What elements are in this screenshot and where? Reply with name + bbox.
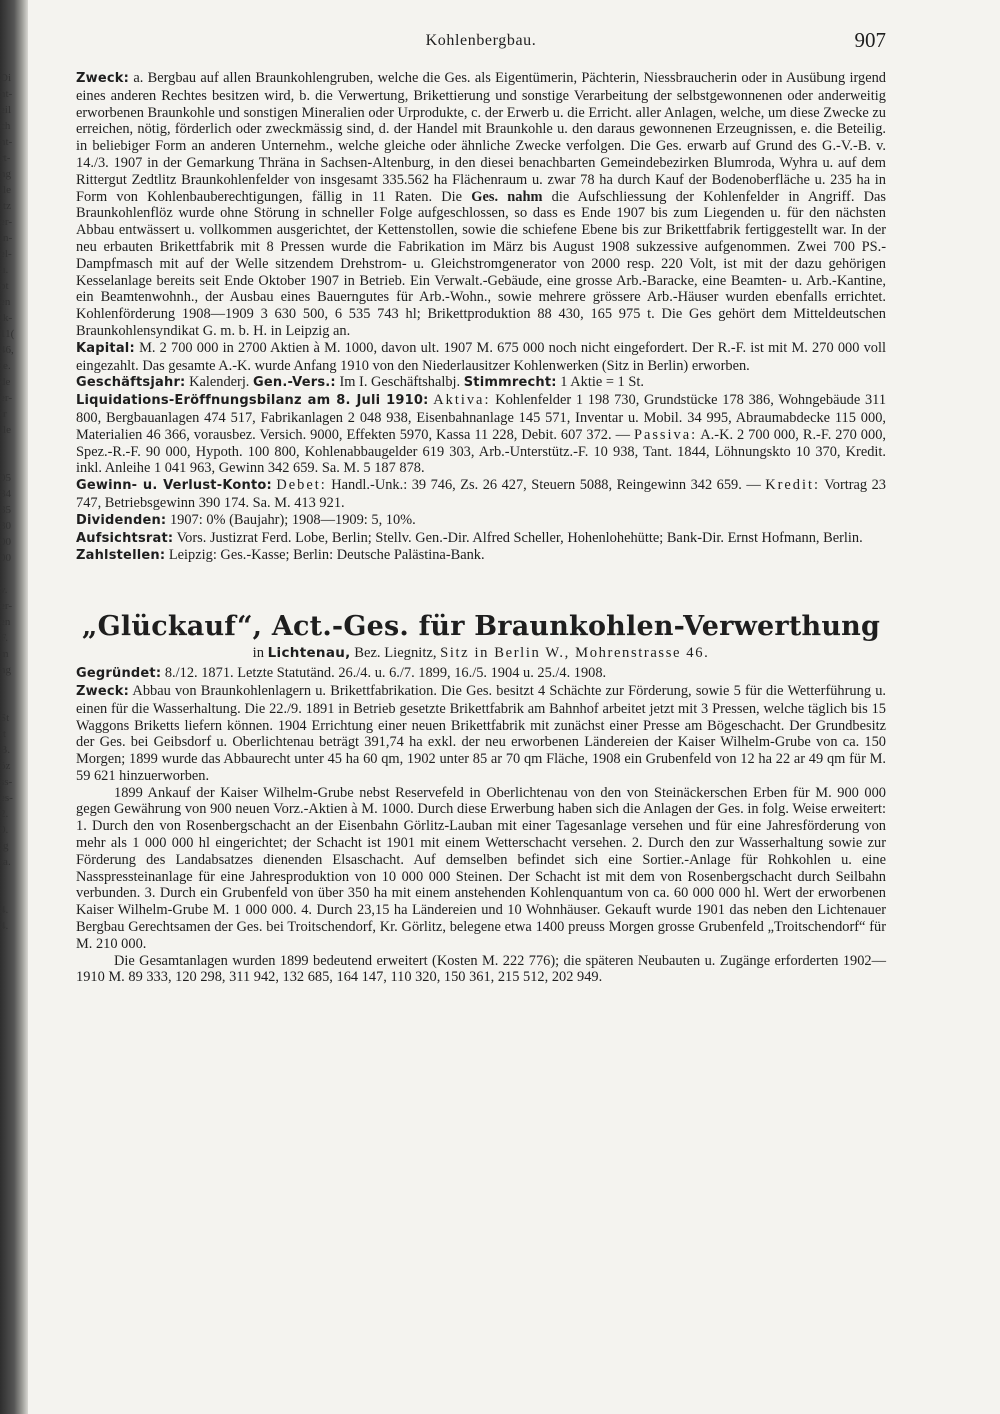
aufsichtsrat-text: Vors. Justizrat Ferd. Lobe, Berlin; Stellv. Gen.-Dir. Alfred Scheller, Hohenlohehütte; Bank-Dir. Ernst Hofmann, Berlin. — [176, 529, 863, 546]
margin-fragment: tr — [0, 408, 7, 420]
adjacent-page-margin — [0, 70, 15, 932]
zahlstellen-text: Leipzig: Ges.-Kasse; Berlin: Deutsche Palästina-Bank. — [168, 547, 485, 564]
margin-fragment: nt- — [0, 88, 13, 100]
margin-fragment: 00 — [0, 552, 11, 564]
sub-address: Sitz in Berlin W., Mohrenstrasse 46. — [440, 645, 710, 662]
sub-in: in — [252, 645, 264, 662]
margin-fragment: ng — [0, 168, 11, 180]
margin-fragment: ile — [0, 424, 11, 436]
margin-fragment: 4. — [0, 920, 9, 932]
zweck-paragraph — [76, 70, 886, 340]
margin-fragment: 2. — [0, 808, 9, 820]
stimmrecht-label: Stimmrecht: — [463, 375, 557, 391]
dividenden-text: 1907: 0% (Baujahr); 1908—1909: 5, 10%. — [169, 511, 416, 528]
margin-fragment: ss- — [0, 776, 13, 788]
margin-fragment: St — [0, 712, 10, 724]
gegruendet-text: 8./12. 1871. Letzte Statutänd. 26./4. u. 6./7. 1899, 16./5. 1904 u. 25./4. 1908. — [164, 665, 607, 682]
gv-text: Im I. Geschäftshalbj. — [339, 374, 461, 391]
margin-fragment: er- — [0, 600, 12, 612]
liquidation-text: Kohlenfelder 1 198 730, Grundstücke 178 386, Wohngebäude 311 800, Bergbauanlagen 474 517, Fabrikanlagen 2 048 938, Eisenbahnanlage 145 571, Inventar u. Mobil. 34 995, Abraumabdecke 115 000, Materialien 46 366, vorausbez. Versich. 9000, Effekten 5970, Kassa 11 228, Debit. 607 372. — — [76, 392, 887, 443]
geschaeftsjahr-paragraph — [76, 374, 886, 392]
gv-label: Gen.-Vers.: — [253, 375, 336, 391]
margin-fragment: 0. — [0, 824, 9, 836]
gj-label: Geschäftsjahr: — [76, 375, 186, 391]
margin-fragment: 05 — [0, 472, 11, 484]
dividenden-label: Dividenden: — [76, 512, 167, 528]
margin-fragment: el- — [0, 248, 12, 260]
margin-fragment: en — [0, 296, 11, 308]
margin-fragment: er- — [0, 392, 12, 404]
margin-fragment: es- — [0, 792, 13, 804]
margin-fragment: 80 — [0, 520, 11, 532]
margin-fragment: Di — [0, 72, 11, 84]
margin-fragment — [0, 694, 14, 710]
margin-fragment — [0, 678, 14, 694]
ankauf-paragraph: 1899 Ankauf der Kaiser Wilhelm-Grube nebst Reservefeld in Oberlichtenau von den von Steinäckerschen Erben für M. 900 000 gegen Gewährung von 900 neuen Vorz.-Aktien à M. 1000. Durch diese Erwerbung haben sich die Anlagen der Ges. in folg. Weise erweitert: 1. Durch den von Rosenbergschacht an der Eisenbahn Görlitz-Lauban mit einer Tagesanlage versehen und für eine Jahresförderung von mehr als 1 000 000 hl eingerichtet; der Schacht ist 1901 mit einem Wetterschacht versehen. 2. Durch den zur Wasserhaltung sowie zur Förderung des Landabsatzes dienenden Elsaschacht. Auf demselben befindet sich eine Sortier.-Anlage für Rohkohlen u. eine Nasspressteinanlage für eine Jahresproduktion von 10 000 000 Steinen. Der Schacht ist mit dem von Rosenbergschacht durch Seilbahn verbunden. 3. Durch ein Grubenfeld von über 350 ha mit einem anstehenden Kohlenquantum von ca. 60 000 000 hl. Wert der erworbenen Kaiser Wilhelm-Grube M. 1 000 000. 4. Durch 23,15 ha Ländereien und 10 Wohnhäuser. Gekauft wurde 1901 das neben den Lichtenauer Bergbau Gerechtsamen der Ges. bei Troitschendorf, Kr. Görlitz, belegene etwa 1400 preuss Morgen grosse Grubenfeld „Troitschendorf“ für M. 210 000. — [76, 784, 886, 952]
margin-fragment: ng — [0, 664, 11, 676]
margin-fragment — [0, 870, 14, 886]
running-title: Kohlenbergbau. — [425, 32, 537, 49]
gesamtanlagen-paragraph: Die Gesamtanlagen wurden 1899 bedeutend erweitert (Kosten M. 222 776); die späteren Neubauten u. Zugänge erforderten 1902—1910 M. 89 333, 120 298, 311 942, 132 685, 164 147, 110 320, 150 361, 215 512, 202 949. — [76, 952, 886, 986]
margin-fragment: en — [0, 616, 11, 628]
aufsichtsrat-paragraph — [76, 530, 886, 548]
margin-fragment: B. — [0, 744, 11, 756]
gegruendet-label: Gegründet: — [76, 666, 162, 682]
page-number: 907 — [854, 28, 886, 52]
margin-fragment — [0, 886, 14, 902]
margin-fragment: lk- — [0, 312, 13, 324]
kapital-text: M. 2 700 000 in 2700 Aktien à M. 1000, davon ult. 1907 M. 675 000 noch nicht eingefordert. Der R.-F. ist mit M. 270 000 voll eingezahlt. Das gesamte A.-K. wurde Anfang 1910 von den Niederlausitzer Kohlenwerken (Sitz in Berlin) erworben. — [76, 339, 886, 374]
zweck2-paragraph — [76, 683, 886, 785]
margin-fragment: u. — [0, 264, 9, 276]
zweck-text: a. Bergbau auf allen Braunkohlengruben, welche die Ges. als Eigentümerin, Pächterin, Niessbraucherin oder in Ausübung irgend eines anderen Rechtes besitzen wird, b. die Verwertung, Brikettierung und sonstige Verarbeitung der selbstgewonnenen oder anderweitig erworbenen Braunkohle und sonstigen Mineralien oder Urprodukte, c. der Erwerb u. die Erricht. aller Anlagen, welche, um diese Zwecke zu erreichen, nötig, förderlich oder zweckmässig sind, d. der Handel mit Braunkohle u. den daraus gewonnenen Erzeugnissen, e. die Beteilig. in beliebiger Form an anderen Unternehm., welche gleiche oder ähnliche Zwecke verfolgen. Die Ges. erwarb auf Grund des G.-V.-B. v. 14./3. 1907 in der Gemarkung Thräna in Sachsen-Altenburg, in den diesei benachbarten Gemeindebezirken Blumroda, Wyhra u. auf dem Rittergut Zedtlitz Braunkohlenfelder von insgesamt 335.562 ha Flächenraum u. zwar 78 ha durch Kauf der Bodenoberfläche u. 235 ha in Form von Kohlenbauberechtigungen, fällig in 11 Raten. Die — [76, 70, 886, 205]
guv-text: Handl.-Unk.: 39 746, Zs. 26 427, Steuern 5088, Reingewinn 342 659. — — [331, 477, 761, 494]
liquidation-text-2: A.-K. 2 700 000, R.-F. 270 000, Spez.-R.-F. 90 000, Hypoth. 100 800, Kohlenabbaugelder 619 303, Arb.-Unterstütz.-F. 10 938, Tant. 1844, Löhnungskto 10 370, Kredit. inkl. Anleihe 1 041 963, Gewinn 342 659. Sa. M. 5 187 878. — [76, 426, 886, 477]
margin-fragment: 11( — [0, 328, 15, 340]
margin-fragment: ta. — [0, 856, 11, 868]
margin-fragment — [0, 454, 14, 470]
debet-label: Debet: — [276, 477, 327, 494]
passiva-label: Passiva: — [633, 426, 698, 443]
margin-fragment: 4. — [0, 904, 9, 916]
zahlstellen-paragraph — [76, 547, 886, 565]
margin-fragment: 84 — [0, 488, 11, 500]
document-page — [76, 26, 886, 986]
margin-fragment: v. — [0, 584, 8, 596]
guv-paragraph — [76, 477, 886, 512]
aufsichtsrat-label: Aufsichtsrat: — [76, 530, 174, 546]
aktiva-label: Aktiva: — [433, 392, 491, 409]
liquidation-paragraph — [76, 392, 886, 477]
kredit-label: Kredit: — [765, 477, 820, 494]
zweck2-label: Zweck: — [76, 683, 130, 699]
margin-fragment: 46, — [0, 344, 14, 356]
kapital-paragraph — [76, 340, 886, 375]
running-head — [76, 26, 886, 60]
gegruendet-paragraph — [76, 665, 886, 683]
stimmrecht-text: 1 Aktie = 1 St. — [560, 374, 644, 391]
kapital-label: Kapital: — [76, 340, 135, 356]
zweck-label: Zweck: — [76, 71, 130, 86]
margin-fragment: tt — [0, 728, 7, 740]
margin-fragment: F. — [0, 632, 8, 644]
margin-fragment: de — [0, 376, 11, 388]
gj-text: Kalenderj. — [189, 374, 250, 391]
guv-label: Gewinn- u. Verlust-Konto: — [76, 478, 272, 494]
margin-fragment: nt- — [0, 136, 13, 148]
margin-fragment: ig — [0, 840, 9, 852]
margin-fragment: pt — [0, 280, 9, 292]
margin-fragment: eil — [0, 104, 11, 116]
margin-fragment: le. — [0, 360, 11, 372]
dividenden-paragraph — [76, 512, 886, 530]
margin-fragment: 00 — [0, 536, 11, 548]
zweck2-text: Abbau von Braunkohlenlagern u. Brikettfabrikation. Die Ges. besitzt 4 Schächte zur Förderung, sowie 5 für die Wetterführung u. einen für die Wasserhaltung. Die 22./9. 1891 in Betrieb gesetzte Brikettfabrik am Bahnhof arbeitet jetzt mit 3 Pressen, welche täglich bis 15 Waggons Briketts liefern können. 1904 Errichtung einer neuen Brikettfabrik mit zunächst einer Presse am Bögeschacht. Der Grundbesitz der Ges. bei Geibsdorf u. Oberlichtenau beträgt 391,74 ha exkl. der neu erworbenen Ländereien der Kaiser Wilhelm-Grube von ca. 150 Morgen; 1899 wurde das Abbaurecht unter 45 ha 60 qm, 1902 unter 85 ar 70 qm Fläche, 1908 ein Grubenfeld von 12 ha 22 ar 49 qm für M. 59 621 hinzuerworben. — [76, 682, 886, 784]
margin-fragment: m — [0, 648, 9, 660]
company-heading: „Glückauf“, Act.-Ges. für Braunkohlen-Verwerthung — [81, 611, 881, 643]
margin-fragment — [0, 566, 14, 582]
company-subheading — [76, 644, 886, 663]
sub-town: Lichtenau, — [267, 645, 351, 662]
sub-rest: Bez. Liegnitz, — [354, 645, 437, 662]
margin-fragment: itz — [0, 200, 11, 212]
margin-fragment: in- — [0, 232, 13, 244]
margin-fragment: ch — [0, 120, 11, 132]
zweck-text-2: die Aufschliessung der Kohlenfelder in Angriff. Das Braunkohlenflöz wurde ohne Störung in schneller Folge aufgeschlossen, so dass es Ende 1907 bis zum Liegenden u. für den nächsten Abbau entwässert u. vollkommen ausgerichtet, der Kettenstollen, sowie die schiefene Ebene bis zur Brikettfabrik fertiggestellt war. In der neu erbauten Brikettfabrik mit 8 Pressen wurde die Fabrikation im März bis August 1908 sukzessive aufgenommen. Zwei 700 PS.-Dampfmasch mit auf der Welle sitzendem Drehstrom- u. Gleichstromgenerator von 2000 resp. 220 Volt, ist mit der dazu gehörigen Kesselanlage bereits seit Ende Oktober 1907 in Betrieb. Ein Verwalt.-Gebäude, eine grosse Arb.-Baracke, eine Beamten- u. Arb.-Kantine, ein Beamtenwohnh., der Ausbau eines Bauerngutes für Arb.-Wohn., sowie mehrere grössere Arb.-Häuser wurden ebenfalls errichtet. Kohlenförderung 1908—1909 3 630 500, 6 535 743 hl; Brikettproduktion 88 430, 165 975 t. Die Ges gehört dem Mitteldeutschen Braunkohlensyndikat G. m. b. H. in Leipzig an. — [76, 188, 887, 339]
liquidation-label: Liquidations-Eröffnungsbilanz am 8. Juli 1910: — [76, 393, 429, 409]
zahlstellen-label: Zahlstellen: — [76, 548, 166, 564]
margin-fragment: öz — [0, 760, 11, 772]
margin-fragment: 85 — [0, 504, 11, 516]
margin-fragment: er- — [0, 216, 12, 228]
margin-fragment: ile — [0, 184, 11, 196]
margin-fragment — [0, 438, 14, 454]
margin-fragment: rt- — [0, 152, 11, 164]
zweck-bold: Ges. nahm — [471, 188, 543, 205]
guv-text-2: Vortrag 23 747, Betriebsgewinn 390 174. Sa. M. 413 921. — [76, 477, 887, 511]
